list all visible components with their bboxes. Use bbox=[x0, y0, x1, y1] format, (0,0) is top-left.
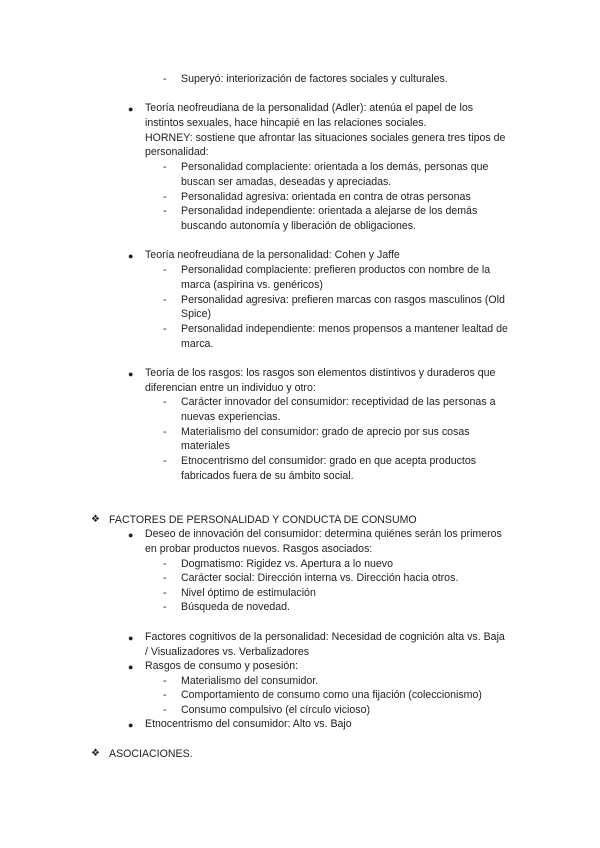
dash-marker: - bbox=[163, 73, 167, 85]
bullet-marker: ● bbox=[128, 720, 134, 730]
text-line: Personalidad independiente: menos propensos a mantener lealtad de bbox=[181, 323, 508, 335]
text-line: Personalidad agresiva: prefieren marcas con rasgos masculinos (Old bbox=[181, 294, 505, 306]
section-heading: FACTORES DE PERSONALIDAD Y CONDUCTA DE CONSUMO bbox=[109, 514, 417, 526]
dash-marker: - bbox=[163, 675, 167, 687]
dash-marker: - bbox=[163, 601, 167, 613]
text-line: instintos sexuales, hace hincapié en las relaciones sociales. bbox=[145, 117, 427, 129]
dash-marker: - bbox=[163, 455, 167, 467]
dash-marker: - bbox=[163, 689, 167, 701]
text-line: Dogmatismo: Rigidez vs. Apertura a lo nuevo bbox=[181, 558, 393, 570]
dash-marker: - bbox=[163, 191, 167, 203]
text-line: Personalidad independiente: orientada a alejarse de los demás bbox=[181, 205, 478, 217]
text-line: Búsqueda de novedad. bbox=[181, 601, 290, 613]
bullet-marker: ● bbox=[128, 251, 134, 261]
text-line: marca (aspirina vs. genéricos) bbox=[181, 279, 323, 291]
text-line: Carácter social: Dirección interna vs. Dirección hacia otros. bbox=[181, 572, 459, 584]
text-line: Etnocentrismo del consumidor: grado en que acepta productos bbox=[181, 455, 477, 467]
text-line: Teoría neofreudiana de la personalidad (Adler): atenúa el papel de los bbox=[145, 102, 474, 114]
bullet-marker: ● bbox=[128, 530, 134, 540]
diamond-marker: ❖ bbox=[91, 748, 100, 759]
dash-marker: - bbox=[163, 264, 167, 276]
text-line: nuevas experiencias. bbox=[181, 411, 281, 423]
dash-marker: - bbox=[163, 396, 167, 408]
text-line: Materialismo del consumidor. bbox=[181, 675, 319, 687]
text-line: Factores cognitivos de la personalidad: Necesidad de cognición alta vs. Baja bbox=[145, 631, 505, 643]
text-line: Carácter innovador del consumidor: receptividad de las personas a bbox=[181, 396, 496, 408]
text-line: Personalidad agresiva: orientada en contra de otras personas bbox=[181, 191, 471, 203]
text-line: Consumo compulsivo (el círculo vicioso) bbox=[181, 704, 370, 716]
dash-marker: - bbox=[163, 426, 167, 438]
text-line: Teoría de los rasgos: los rasgos son elementos distintivos y duraderos que bbox=[145, 367, 496, 379]
text-line: Teoría neofreudiana de la personalidad: Cohen y Jaffe bbox=[145, 249, 400, 261]
section-heading: ASOCIACIONES. bbox=[109, 748, 193, 760]
text-line: Personalidad complaciente: prefieren productos con nombre de la bbox=[181, 264, 491, 276]
dash-marker: - bbox=[163, 205, 167, 217]
dash-marker: - bbox=[163, 323, 167, 335]
text-line: Comportamiento de consumo como una fijación (coleccionismo) bbox=[181, 689, 482, 701]
text-line: buscando autonomía y liberación de obligaciones. bbox=[181, 220, 416, 232]
text-line: Etnocentrismo del consumidor: Alto vs. Bajo bbox=[145, 718, 352, 730]
text-line: materiales bbox=[181, 440, 230, 452]
text-line: Spice) bbox=[181, 308, 212, 320]
bullet-marker: ● bbox=[128, 369, 134, 379]
text-line: Superyó: interiorización de factores sociales y culturales. bbox=[181, 73, 448, 85]
bullet-marker: ● bbox=[128, 104, 134, 114]
bullet-marker: ● bbox=[128, 662, 134, 672]
dash-marker: - bbox=[163, 294, 167, 306]
dash-marker: - bbox=[163, 161, 167, 173]
text-line: HORNEY: sostiene que afrontar las situaciones sociales genera tres tipos de bbox=[145, 132, 506, 144]
text-line: Rasgos de consumo y posesión: bbox=[145, 660, 299, 672]
text-line: Nivel óptimo de estimulación bbox=[181, 587, 316, 599]
dash-marker: - bbox=[163, 558, 167, 570]
text-line: diferencian entre un individuo y otro: bbox=[145, 382, 316, 394]
text-line: personalidad: bbox=[145, 146, 209, 158]
text-line: en probar productos nuevos. Rasgos asociados: bbox=[145, 543, 373, 555]
text-line: Personalidad complaciente: orientada a los demás, personas que bbox=[181, 161, 489, 173]
text-line: marca. bbox=[181, 338, 214, 350]
dash-marker: - bbox=[163, 704, 167, 716]
bullet-marker: ● bbox=[128, 633, 134, 643]
dash-marker: - bbox=[163, 587, 167, 599]
dash-marker: - bbox=[163, 572, 167, 584]
text-line: fabricados fuera de su ámbito social. bbox=[181, 470, 354, 482]
text-line: Deseo de innovación del consumidor: determina quiénes serán los primeros bbox=[145, 528, 502, 540]
text-line: buscan ser amadas, deseadas y apreciadas. bbox=[181, 176, 392, 188]
text-line: / Visualizadores vs. Verbalizadores bbox=[145, 646, 310, 658]
diamond-marker: ❖ bbox=[91, 514, 100, 525]
text-line: Materialismo del consumidor: grado de aprecio por sus cosas bbox=[181, 426, 470, 438]
